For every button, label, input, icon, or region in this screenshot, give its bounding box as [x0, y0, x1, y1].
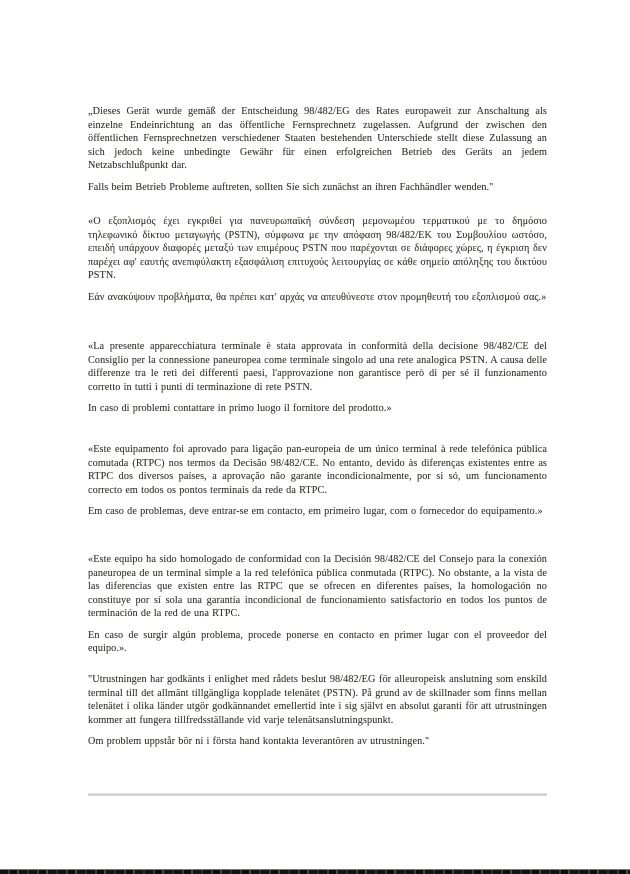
spanish-paragraph-1: «Este equipo ha sido homologado de conformidad con la Decisión 98/482/CE del Consejo para la conexión paneuropea de un terminal simple a la red telefónica pública conmutada (RTPC). No obstante, a la vista de las diferencias que existen entre las RTPC que se ofrecen en diferentes países, la homologación no constituye por sí sola una garantía incondicional de funcionamiento satisfactorio en todos los puntos de terminación de la red de una RTPC. [88, 554, 547, 619]
notice-italian [88, 340, 547, 416]
portuguese-paragraph-2: Em caso de problemas, deve entrar-se em contacto, em primeiro lugar, com o fornecedor do equipamento.» [88, 506, 543, 517]
scan-edge-artifact [0, 869, 630, 874]
notice-greek [88, 215, 547, 304]
italian-paragraph-2: In caso di problemi contattare in primo luogo il fornitore del prodotto.» [88, 403, 392, 414]
swedish-paragraph-1: "Utrustningen har godkänts i enlighet med rådets beslut 98/482/EG för alleuropeisk anslutning som enskild terminal till det allmänt tillgängliga kopplade telenätet (PSTN). På grund av de skillnader som finns mellan telenätet i olika länder utgör godkännandet emellertid inte i sig självt en absolut garanti för att utrustningen kommer att fungera tillfredsställande vid varje telenätsanslutningspunkt. [88, 674, 547, 726]
greek-paragraph-1: «Ο εξοπλισμός έχει εγκριθεί για πανευρωπαϊκή σύνδεση μεμονωμέου τερματικού με το δημόσιο τηλεφωνικό δίκτυο μεταγωγής (PSTN), σύμφωνα με την απόφαση 98/482/ΕΚ του Συμβουλίου ωστόσο, επειδή υπάρχουν διαφορές μεταξύ των επιμέρους PSTN που παρέχονται σε διάφορες χώρες, η έγκριση δεν παρέχει αφ' εαυτής ανεπιφύλακτη εξασφάλιση επιτυχούς λειτουργίας σε κάθε σημείο απόληξης του δικτύου PSTN. [88, 216, 547, 281]
footer-divider [88, 793, 547, 796]
notice-spanish [88, 553, 547, 656]
german-paragraph-2: Falls beim Betrieb Probleme auftreten, sollten Sie sich zunächst an ihren Fachhändler wenden." [88, 181, 494, 193]
portuguese-paragraph-1: «Este equipamento foi aprovado para ligação pan-europeia de um único terminal à rede telefónica pública comutada (RTPC) nos termos da Decisão 98/482/CE. No entanto, devido às diferenças existentes entre as RTPC dos diversos países, a aprovação não garante incondicionalmente, por si só, um funcionamento correcto em todos os pontos terminais da rede da RTPC. [88, 444, 547, 496]
swedish-paragraph-2: Om problem uppstår bör ni i första hand kontakta leverantören av utrustningen." [88, 736, 430, 747]
german-paragraph-1: „Dieses Gerät wurde gemäß der Entscheidung 98/482/EG des Rates europaweit zur Anschaltung als einzelne Endeinrichtung an das öffentliche Fernsprechnetz zugelassen. Aufgrund der zwischen den öffentlichen Fernsprechnetzen verschiedener Staaten bestehenden Unterschiede stellt diese Zulassung an sich jedoch keine unbedingte Gewähr für einen erfolgreichen Betrieb des Geräts an jedem Netzabschlußpunkt dar. [88, 106, 547, 171]
notice-portuguese [88, 443, 547, 519]
greek-paragraph-2: Εάν ανακύψουν προβλήματα, θα πρέπει κατ' αρχάς να απευθύνεστε στον προμηθευτή του εξοπλισμού σας.» [88, 291, 547, 303]
notice-swedish [88, 673, 547, 749]
spanish-paragraph-2: En caso de surgir algún problema, procede ponerse en contacto en primer lugar con el proveedor del equipo.». [88, 629, 547, 654]
notice-german [88, 105, 547, 194]
italian-paragraph-1: «La presente apparecchiatura terminale è stata approvata in conformità della decisione 98/482/CE del Consiglio per la connessione paneuropea come terminale singolo ad una rete analogica PSTN. A causa delle differenze tra le reti dei differenti paesi, l'approvazione non garantisce però di per sé il funzionamento corretto in tutti i punti di terminazione di rete PSTN. [88, 341, 547, 393]
